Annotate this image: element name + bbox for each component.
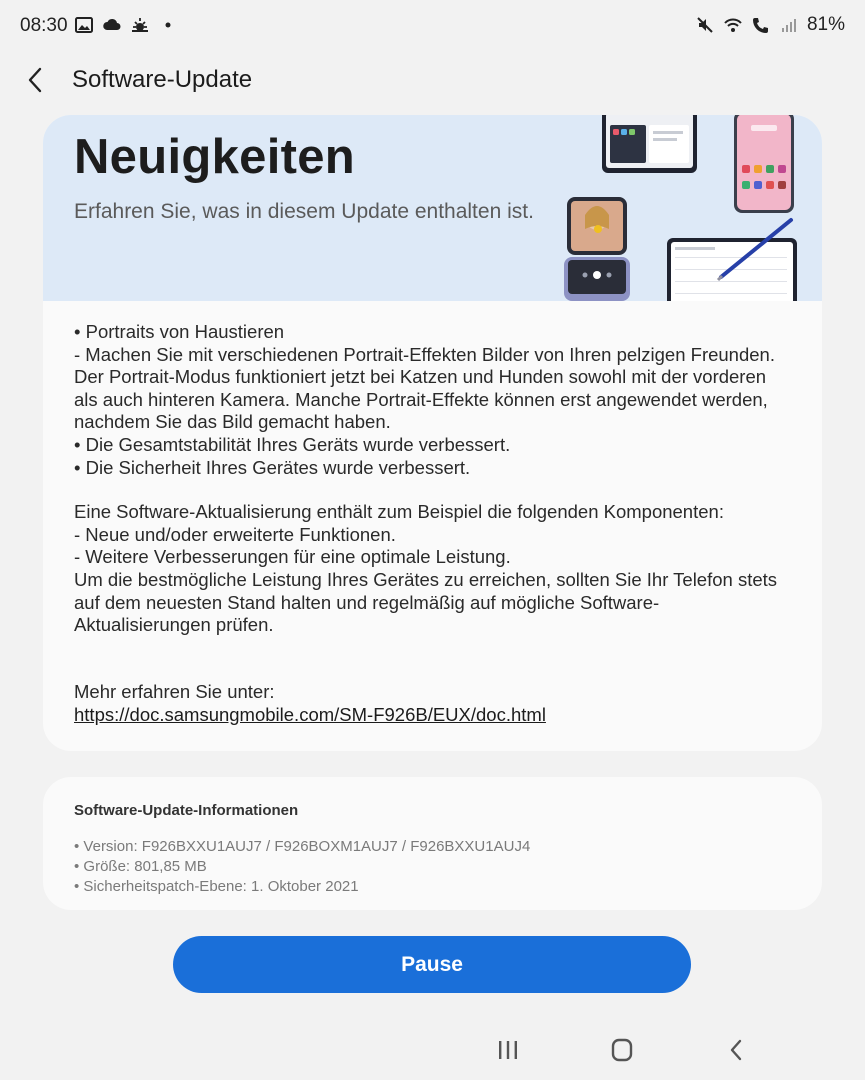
- page-title: Software-Update: [72, 66, 253, 93]
- nav-back-button[interactable]: [722, 1037, 752, 1063]
- devices-illustration: [561, 115, 822, 301]
- battery-level: 81%: [806, 14, 845, 35]
- recents-button[interactable]: [493, 1037, 523, 1063]
- hero-subtitle: Erfahren Sie, was in diesem Update enthalten ist.: [74, 200, 534, 223]
- cloud-icon: [102, 15, 122, 35]
- navigation-bar: [0, 1020, 865, 1080]
- changelog-paragraph-2: Eine Software-Aktualisierung enthält zum Beispiel die folgenden Komponenten: - Neue und/oder erweiterte Funktionen. - Weitere Verbesserungen für eine optimale Leistung. Um die bestmögliche Leistung Ihres Gerätes zu erreichen, sollten Sie Ihr Telefon stets auf dem neuesten Stand halten und regelmäßig auf mögliche Software-Aktualisierungen prüfen.: [74, 501, 778, 636]
- dot-icon: [158, 15, 178, 35]
- changelog-text: [74, 321, 794, 637]
- more-info-link[interactable]: https://doc.samsungmobile.com/SM-F926B/EUX/doc.html: [74, 704, 546, 725]
- call-icon: [751, 15, 771, 35]
- signal-icon: [779, 15, 799, 35]
- update-version: • Version: F926BXXU1AUJ7 / F926BOXM1AUJ7 / F926BXXU1AUJ4: [74, 838, 531, 855]
- status-bar: [0, 0, 865, 52]
- changelog-paragraph-1: • Portraits von Haustieren - Machen Sie mit verschiedenen Portrait-Effekten Bilder von Ihren pelzigen Freunden. Der Portrait-Modus funktioniert jetzt bei Katzen und Hunden sowohl mit der vorderen als auch hinteren Kamera. Manche Portrait-Effekte können erst angewendet werden, nachdem Sie das Bild gemacht haben. • Die Gesamtstabilität Ihres Geräts wurde verbessert. • Die Sicherheit Ihres Gerätes wurde verbessert.: [74, 321, 775, 478]
- gallery-icon: [74, 15, 94, 35]
- back-icon: [722, 1037, 752, 1063]
- home-button[interactable]: [607, 1037, 637, 1063]
- hero-title: Neuigkeiten: [74, 130, 356, 184]
- pause-button[interactable]: Pause: [173, 936, 691, 993]
- weather-icon: [130, 15, 150, 35]
- wifi-icon: [723, 15, 743, 35]
- back-button[interactable]: [20, 62, 54, 98]
- chevron-left-icon: [20, 62, 54, 98]
- update-size: • Größe: 801,85 MB: [74, 858, 207, 875]
- update-info-card: [43, 777, 822, 910]
- hero-banner: [43, 115, 822, 301]
- whats-new-card: [43, 115, 822, 751]
- recents-icon: [493, 1037, 523, 1063]
- update-info-list: [74, 837, 530, 897]
- app-bar: [0, 52, 865, 108]
- mute-icon: [695, 15, 715, 35]
- home-icon: [607, 1037, 637, 1063]
- status-left-icons: [74, 15, 178, 35]
- more-info-label: Mehr erfahren Sie unter:: [74, 681, 275, 702]
- status-time: 08:30: [20, 15, 68, 36]
- update-security-patch: • Sicherheitspatch-Ebene: 1. Oktober 2021: [74, 878, 359, 895]
- status-right-icons: [695, 14, 845, 36]
- update-info-title: Software-Update-Informationen: [74, 802, 299, 819]
